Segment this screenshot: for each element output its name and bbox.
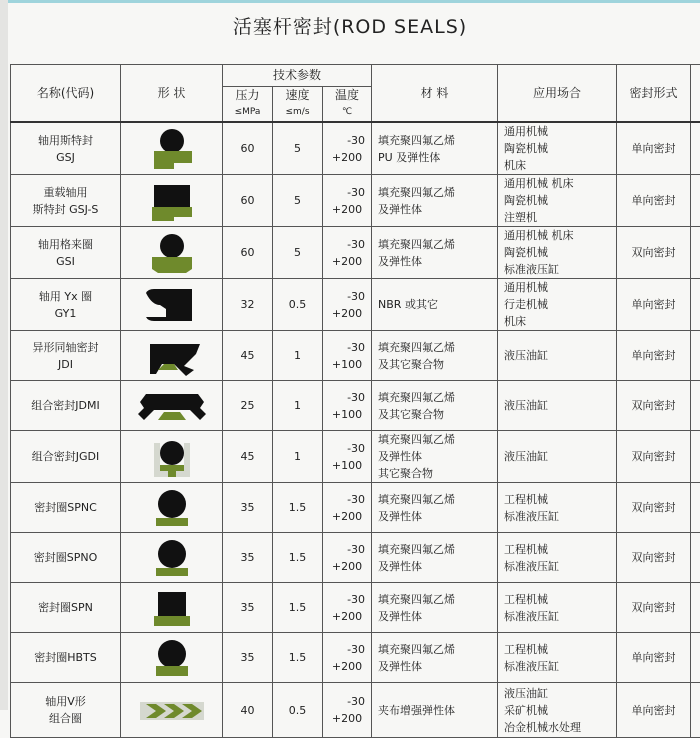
material-line: 夹布增强弹性体 <box>378 702 497 719</box>
name-line2: GSI <box>11 253 120 270</box>
name-line1: 轴用 Yx 圈 <box>11 288 120 305</box>
speed-unit: ≤m/s <box>273 104 322 121</box>
cell-shape <box>121 533 223 583</box>
temp-min: -30 <box>323 541 371 558</box>
header-pressure <box>223 87 273 123</box>
application-line: 液压油缸 <box>504 347 616 364</box>
application-line: 通用机械 <box>504 279 616 296</box>
name-line2: 斯特封 GSJ-S <box>11 201 120 218</box>
cell-speed: 5 <box>273 122 323 175</box>
material-line: 填充聚四氟乙烯 <box>378 389 497 406</box>
cell-edge <box>691 175 700 227</box>
pressure-label: 压力 <box>223 87 272 104</box>
cell-seal-type: 双向密封 <box>617 381 691 431</box>
cell-pressure: 60 <box>223 227 273 279</box>
application-line: 工程机械 <box>504 591 616 608</box>
application-line: 液压油缸 <box>504 685 616 702</box>
application-line: 机床 <box>504 313 616 330</box>
application-line: 采矿机械 <box>504 702 616 719</box>
application-line: 工程机械 <box>504 541 616 558</box>
cell-seal-type: 单向密封 <box>617 633 691 683</box>
cell-pressure: 32 <box>223 279 273 331</box>
temp-min: -30 <box>323 440 371 457</box>
material-line: 及弹性体 <box>378 448 497 465</box>
cell-application <box>498 633 617 683</box>
seal-profile-icon <box>132 586 212 630</box>
cell-seal-type: 双向密封 <box>617 483 691 533</box>
header-edge <box>691 65 700 123</box>
cell-pressure: 40 <box>223 683 273 738</box>
material-line: 及其它聚合物 <box>378 356 497 373</box>
table-row <box>11 583 700 633</box>
cell-speed: 1 <box>273 381 323 431</box>
cell-speed: 5 <box>273 175 323 227</box>
cell-pressure: 25 <box>223 381 273 431</box>
seal-profile-icon <box>132 334 212 378</box>
cell-shape <box>121 381 223 431</box>
application-line: 通用机械 <box>504 123 616 140</box>
cell-temp <box>323 381 372 431</box>
table-row <box>11 381 700 431</box>
seal-profile-icon <box>132 688 212 732</box>
table-row <box>11 633 700 683</box>
cell-material <box>372 533 498 583</box>
cell-shape <box>121 683 223 738</box>
cell-seal-type: 单向密封 <box>617 175 691 227</box>
name-line1: 重载轴用 <box>11 184 120 201</box>
seal-profile-icon <box>132 486 212 530</box>
cell-pressure: 35 <box>223 633 273 683</box>
temp-min: -30 <box>323 236 371 253</box>
temp-max: +200 <box>323 508 371 525</box>
material-line: 填充聚四氟乙烯 <box>378 491 497 508</box>
name-line1: 密封圈SPNC <box>11 499 120 516</box>
page-title: 活塞杆密封(ROD SEALS) <box>0 12 700 39</box>
cell-material <box>372 175 498 227</box>
temp-min: -30 <box>323 693 371 710</box>
pressure-unit: ≤MPa <box>223 104 272 121</box>
name-line1: 密封圈HBTS <box>11 649 120 666</box>
material-line: 填充聚四氟乙烯 <box>378 132 497 149</box>
temp-min: -30 <box>323 132 371 149</box>
cell-speed: 5 <box>273 227 323 279</box>
cell-name <box>11 381 121 431</box>
cell-material <box>372 279 498 331</box>
seal-profile-icon <box>132 231 212 275</box>
application-line: 陶瓷机械 <box>504 140 616 157</box>
temp-max: +200 <box>323 558 371 575</box>
table-row <box>11 279 700 331</box>
scan-binding-shadow <box>0 0 8 710</box>
cell-temp <box>323 683 372 738</box>
cell-speed: 0.5 <box>273 683 323 738</box>
cell-name <box>11 175 121 227</box>
cell-seal-type: 双向密封 <box>617 583 691 633</box>
temp-max: +200 <box>323 608 371 625</box>
cell-temp <box>323 533 372 583</box>
cell-temp <box>323 122 372 175</box>
temp-max: +100 <box>323 356 371 373</box>
seal-profile-icon <box>132 435 212 479</box>
header-temp <box>323 87 372 123</box>
cell-material <box>372 683 498 738</box>
cell-speed: 1.5 <box>273 583 323 633</box>
application-line: 机床 <box>504 157 616 174</box>
cell-temp <box>323 175 372 227</box>
application-line: 行走机械 <box>504 296 616 313</box>
cell-temp <box>323 633 372 683</box>
cell-name <box>11 227 121 279</box>
cell-seal-type: 双向密封 <box>617 533 691 583</box>
temp-max: +200 <box>323 305 371 322</box>
name-line1: 密封圈SPN <box>11 599 120 616</box>
application-line: 陶瓷机械 <box>504 192 616 209</box>
temp-max: +200 <box>323 658 371 675</box>
material-line: 填充聚四氟乙烯 <box>378 339 497 356</box>
cell-speed: 1.5 <box>273 633 323 683</box>
application-line: 标准液压缸 <box>504 608 616 625</box>
temp-min: -30 <box>323 641 371 658</box>
table-row <box>11 483 700 533</box>
cell-edge <box>691 633 700 683</box>
material-line: 及弹性体 <box>378 508 497 525</box>
cell-temp <box>323 431 372 483</box>
cell-edge <box>691 227 700 279</box>
table-row <box>11 431 700 483</box>
material-line: NBR 或其它 <box>378 296 497 313</box>
cell-edge <box>691 381 700 431</box>
application-line: 标准液压缸 <box>504 658 616 675</box>
temp-min: -30 <box>323 288 371 305</box>
cell-seal-type: 双向密封 <box>617 431 691 483</box>
temp-min: -30 <box>323 491 371 508</box>
material-line: 填充聚四氟乙烯 <box>378 236 497 253</box>
cell-application <box>498 122 617 175</box>
cell-shape <box>121 583 223 633</box>
cell-shape <box>121 431 223 483</box>
cell-edge <box>691 483 700 533</box>
cell-pressure: 35 <box>223 483 273 533</box>
application-line: 工程机械 <box>504 641 616 658</box>
header-name: 名称(代码) <box>11 65 121 123</box>
name-line1: 组合密封JGDI <box>11 448 120 465</box>
application-line: 液压油缸 <box>504 397 616 414</box>
material-line: 填充聚四氟乙烯 <box>378 541 497 558</box>
table-row <box>11 533 700 583</box>
cell-application <box>498 683 617 738</box>
name-line1: 轴用格来圈 <box>11 236 120 253</box>
temp-max: +100 <box>323 406 371 423</box>
speed-label: 速度 <box>273 87 322 104</box>
cell-pressure: 45 <box>223 331 273 381</box>
cell-edge <box>691 533 700 583</box>
seal-profile-icon <box>132 384 212 428</box>
cell-shape <box>121 331 223 381</box>
name-line1: 密封圈SPNO <box>11 549 120 566</box>
material-line: 填充聚四氟乙烯 <box>378 431 497 448</box>
cell-material <box>372 483 498 533</box>
temp-max: +200 <box>323 253 371 270</box>
header-material: 材 料 <box>372 65 498 123</box>
cell-edge <box>691 431 700 483</box>
cell-application <box>498 381 617 431</box>
temp-min: -30 <box>323 339 371 356</box>
application-line: 通用机械 机床 <box>504 175 616 192</box>
name-line1: 轴用V形 <box>11 693 120 710</box>
table-row <box>11 227 700 279</box>
cell-temp <box>323 331 372 381</box>
cell-application <box>498 175 617 227</box>
cell-shape <box>121 122 223 175</box>
cell-edge <box>691 122 700 175</box>
cell-material <box>372 431 498 483</box>
application-line: 标准液压缸 <box>504 261 616 278</box>
cell-temp <box>323 583 372 633</box>
material-line: 及弹性体 <box>378 253 497 270</box>
cell-application <box>498 331 617 381</box>
name-line2: JDI <box>11 356 120 373</box>
cell-seal-type: 单向密封 <box>617 122 691 175</box>
name-line1: 组合密封JDMI <box>11 397 120 414</box>
temp-max: +200 <box>323 710 371 727</box>
cell-temp <box>323 279 372 331</box>
header-seal-type: 密封形式 <box>617 65 691 123</box>
material-line: 及弹性体 <box>378 201 497 218</box>
scan-top-edge <box>0 0 700 3</box>
cell-shape <box>121 227 223 279</box>
application-line: 通用机械 机床 <box>504 227 616 244</box>
cell-material <box>372 227 498 279</box>
temp-min: -30 <box>323 389 371 406</box>
application-line: 注塑机 <box>504 209 616 226</box>
cell-name <box>11 683 121 738</box>
cell-application <box>498 279 617 331</box>
cell-application <box>498 533 617 583</box>
cell-material <box>372 583 498 633</box>
cell-name <box>11 483 121 533</box>
cell-temp <box>323 227 372 279</box>
cell-material <box>372 122 498 175</box>
name-line1: 异形同轴密封 <box>11 339 120 356</box>
table-row <box>11 175 700 227</box>
material-line: PU 及弹性体 <box>378 149 497 166</box>
name-line1: 轴用斯特封 <box>11 132 120 149</box>
cell-pressure: 60 <box>223 122 273 175</box>
seal-profile-icon <box>132 283 212 327</box>
cell-pressure: 45 <box>223 431 273 483</box>
application-line: 标准液压缸 <box>504 508 616 525</box>
cell-edge <box>691 331 700 381</box>
cell-speed: 0.5 <box>273 279 323 331</box>
cell-name <box>11 279 121 331</box>
name-line2: GY1 <box>11 305 120 322</box>
cell-edge <box>691 683 700 738</box>
material-line: 填充聚四氟乙烯 <box>378 641 497 658</box>
cell-pressure: 35 <box>223 533 273 583</box>
cell-seal-type: 单向密封 <box>617 683 691 738</box>
rod-seals-table <box>10 64 700 738</box>
table-row <box>11 331 700 381</box>
cell-shape <box>121 633 223 683</box>
cell-speed: 1 <box>273 431 323 483</box>
application-line: 陶瓷机械 <box>504 244 616 261</box>
cell-shape <box>121 175 223 227</box>
material-line: 及弹性体 <box>378 558 497 575</box>
temp-max: +200 <box>323 201 371 218</box>
cell-speed: 1 <box>273 331 323 381</box>
cell-edge <box>691 583 700 633</box>
temp-max: +100 <box>323 457 371 474</box>
cell-application <box>498 227 617 279</box>
temp-min: -30 <box>323 591 371 608</box>
seal-profile-icon <box>132 536 212 580</box>
header-tech-params: 技术参数 <box>223 65 372 87</box>
cell-temp <box>323 483 372 533</box>
cell-pressure: 60 <box>223 175 273 227</box>
cell-speed: 1.5 <box>273 533 323 583</box>
header-shape: 形 状 <box>121 65 223 123</box>
temp-min: -30 <box>323 184 371 201</box>
header-speed <box>273 87 323 123</box>
temp-max: +200 <box>323 149 371 166</box>
cell-name <box>11 331 121 381</box>
application-line: 标准液压缸 <box>504 558 616 575</box>
application-line: 工程机械 <box>504 491 616 508</box>
cell-seal-type: 单向密封 <box>617 279 691 331</box>
material-line: 填充聚四氟乙烯 <box>378 591 497 608</box>
name-line2: GSJ <box>11 149 120 166</box>
application-line: 液压油缸 <box>504 448 616 465</box>
seal-profile-icon <box>132 636 212 680</box>
material-line: 及弹性体 <box>378 658 497 675</box>
cell-name <box>11 122 121 175</box>
cell-name <box>11 431 121 483</box>
cell-shape <box>121 483 223 533</box>
cell-name <box>11 633 121 683</box>
cell-application <box>498 583 617 633</box>
material-line: 及其它聚合物 <box>378 406 497 423</box>
cell-material <box>372 331 498 381</box>
seal-profile-icon <box>132 127 212 171</box>
cell-application <box>498 431 617 483</box>
application-line: 冶金机械水处理 <box>504 719 616 736</box>
cell-pressure: 35 <box>223 583 273 633</box>
material-line: 填充聚四氟乙烯 <box>378 184 497 201</box>
cell-seal-type: 双向密封 <box>617 227 691 279</box>
table-row <box>11 122 700 175</box>
seal-profile-icon <box>132 179 212 223</box>
material-line: 其它聚合物 <box>378 465 497 482</box>
cell-edge <box>691 279 700 331</box>
header-application: 应用场合 <box>498 65 617 123</box>
cell-shape <box>121 279 223 331</box>
cell-name <box>11 533 121 583</box>
material-line: 及弹性体 <box>378 608 497 625</box>
name-line2: 组合圈 <box>11 710 120 727</box>
table-row <box>11 683 700 738</box>
temp-unit: ℃ <box>323 104 371 121</box>
cell-name <box>11 583 121 633</box>
cell-material <box>372 381 498 431</box>
cell-application <box>498 483 617 533</box>
cell-speed: 1.5 <box>273 483 323 533</box>
cell-seal-type: 单向密封 <box>617 331 691 381</box>
temp-label: 温度 <box>323 87 371 104</box>
cell-material <box>372 633 498 683</box>
